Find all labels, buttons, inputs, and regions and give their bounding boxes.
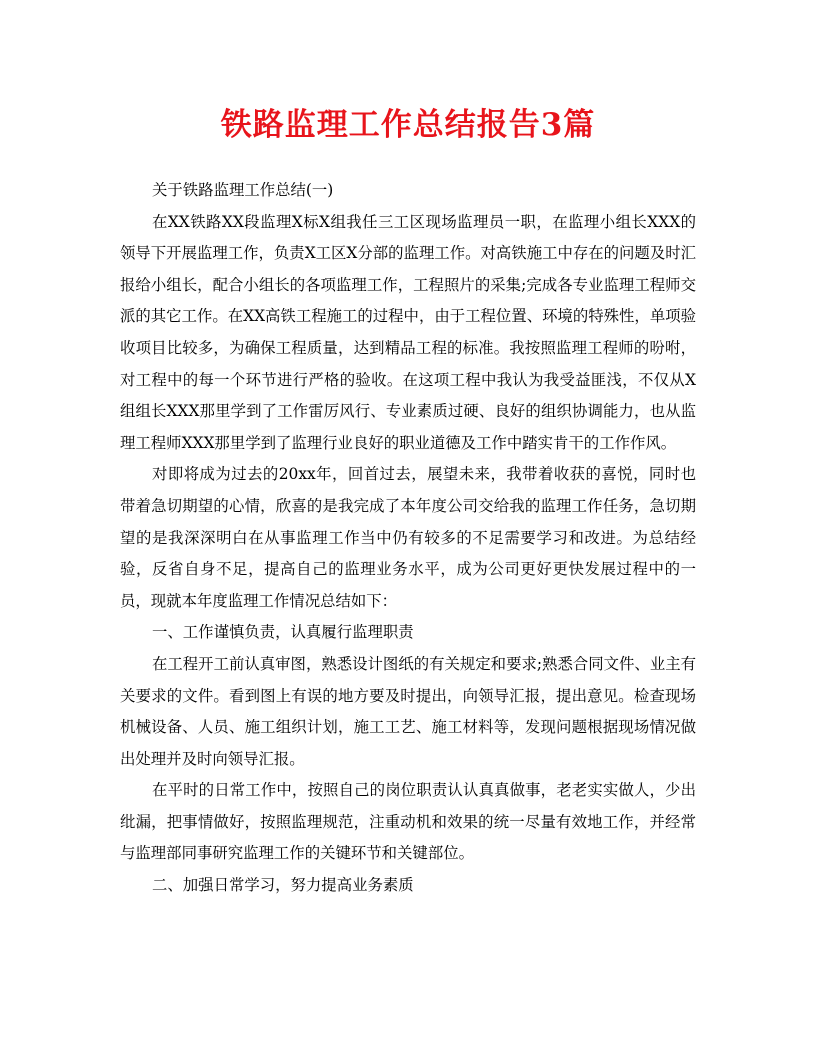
paragraph-heading-part-one: 关于铁路监理工作总结(一) — [152, 181, 334, 199]
paragraph-year-review: 对即将成为过去的20xx年，回首过去，展望未来，我带着收获的喜悦，同时也带着急切期望的心情，欣喜的是我完成了本年度公司交给我的监理工作任务，急切期望的是我深深明白在从事监理工作当中仍有较多的不足需要学习和改进。为总结经验，反省自身不足，提高自己的监理业务水平，成为公司更好更快发展过程中的一员，现就本年度监理工作情况总结如下： — [120, 465, 696, 610]
paragraph-work-duties: 在XX铁路XX段监理X标X组我任三工区现场监理员一职，在监理小组长XXX的领导下开展监理工作，负责X工区X分部的监理工作。对高铁施工中存在的问题及时汇报给小组长，配合小组长的各项监理工作，工程照片的采集;完成各专业监理工程师交派的其它工作。在XX高铁工程施工的过程中，由于工程位置、环境的特殊性，单项验收项目比较多，为确保工程质量，达到精品工程的标准。我按照监理工程师的吩咐，对工程中的每一个环节进行严格的验收。在这项工程中我认为我受益匪浅，不仅从X组组长XXX那里学到了工作雷厉风行、专业素质过硬、良好的组织协调能力，也从监理工程师XXX那里学到了监理行业良好的职业道德及工作中踏实肯干的工作作风。 — [120, 212, 696, 452]
paragraph-daily-work: 在平时的日常工作中，按照自己的岗位职责认认真真做事，老老实实做人，少出纰漏，把事情做好，按照监理规范，注重动机和效果的统一尽量有效地工作，并经常与监理部同事研究监理工作的关键环节和关键部位。 — [120, 781, 696, 863]
document-title: 铁路监理工作总结报告3篇 — [220, 107, 596, 143]
section-heading-two: 二、加强日常学习，努力提高业务素质 — [152, 876, 414, 895]
paragraph-drawing-review: 在工程开工前认真审图，熟悉设计图纸的有关规定和要求;熟悉合同文件、业主有关要求的文件。看到图上有误的地方要及时提出，向领导汇报，提出意见。检查现场机械设备、人员、施工组织计划，施工工艺、施工材料等，发现问题根据现场情况做出处理并及时向领导汇报。 — [120, 654, 696, 768]
document-body — [120, 175, 696, 902]
section-heading-one: 一、工作谨慎负责，认真履行监理职责 — [152, 623, 414, 642]
